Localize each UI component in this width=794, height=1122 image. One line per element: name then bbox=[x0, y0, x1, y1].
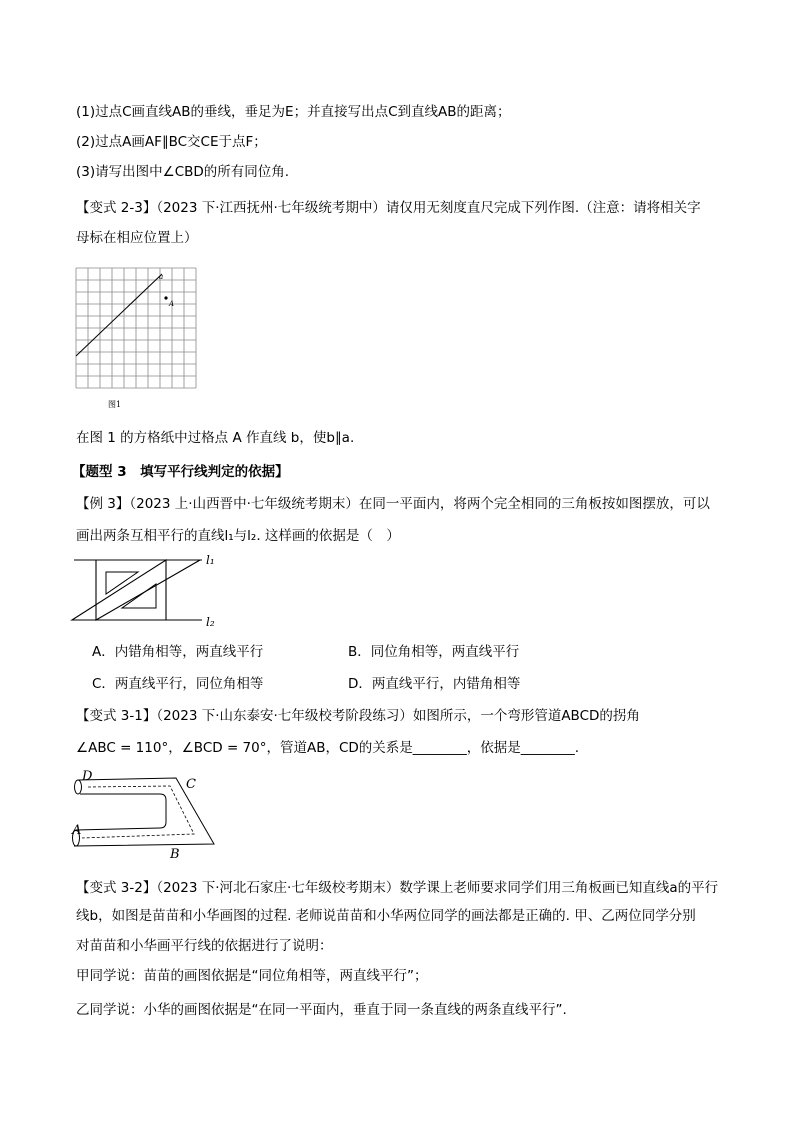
option-d[interactable]: D．两直线平行，内错角相等 bbox=[348, 676, 521, 692]
variant-3-1-statement: ∠ABC = 110°，∠BCD = 70°，管道AB，CD的关系是________，依据是________. bbox=[76, 740, 580, 756]
pipe-end-d bbox=[75, 780, 82, 794]
variant-3-2-line-2: 线b，如图是苗苗和小华画图的过程. 老师说苗苗和小华两位同学的画法都是正确的. 甲、乙两位同学分别 bbox=[76, 908, 696, 924]
label-l1: l₁ bbox=[206, 553, 215, 567]
question-item-1: (1)过点C画直线AB的垂线，垂足为E；并直接写出点C到直线AB的距离； bbox=[76, 104, 511, 120]
triangle-ruler-figure bbox=[70, 550, 230, 630]
label-B: B bbox=[170, 847, 180, 862]
label-a: a bbox=[159, 273, 164, 281]
option-c[interactable]: C．两直线平行，同位角相等 bbox=[92, 676, 264, 692]
triangle-lower-inner bbox=[122, 584, 156, 608]
variant-3-2-line-4: 甲同学说：苗苗的画图依据是“同位角相等，两直线平行”； bbox=[76, 968, 428, 984]
label-l2: l₂ bbox=[206, 615, 215, 629]
variant-3-2-line-5: 乙同学说：小华的画图依据是“在同一平面内，垂直于同一条直线的两条直线平行”. bbox=[76, 1002, 567, 1018]
variant-2-3-heading-cont: 母标在相应位置上） bbox=[76, 230, 198, 246]
example-3-heading-cont: 画出两条互相平行的直线l₁与l₂. 这样画的依据是（ ） bbox=[76, 528, 400, 544]
point-A bbox=[164, 296, 167, 299]
section-3-title: 【题型 3 填写平行线判定的依据】 bbox=[72, 464, 289, 480]
line-a bbox=[76, 274, 162, 356]
question-item-2: (2)过点A画AF∥BC交CE于点F； bbox=[76, 134, 267, 150]
variant-3-2-line-3: 对苗苗和小华画平行线的依据进行了说明： bbox=[76, 938, 333, 954]
pipe-inner bbox=[76, 794, 166, 830]
label-C: C bbox=[186, 777, 196, 792]
label-D: D bbox=[82, 769, 93, 784]
label-A: A bbox=[72, 823, 82, 838]
triangle-upper-inner bbox=[106, 572, 138, 594]
option-b[interactable]: B．同位角相等，两直线平行 bbox=[348, 644, 520, 660]
variant-2-3-task: 在图 1 的方格纸中过格点 A 作直线 b，使b∥a. bbox=[76, 430, 355, 446]
grid-lines bbox=[76, 268, 196, 388]
figure-caption: 图1 bbox=[108, 400, 122, 409]
example-3-heading: 【例 3】（2023 上·山西晋中·七年级统考期末）在同一平面内，将两个完全相同的三角板按如图摆放，可以 bbox=[76, 496, 710, 512]
label-A: A bbox=[169, 300, 175, 308]
option-a[interactable]: A．内错角相等，两直线平行 bbox=[92, 644, 264, 660]
grid-figure-1 bbox=[70, 262, 210, 412]
pipe-figure bbox=[66, 766, 216, 862]
variant-3-1-heading: 【变式 3-1】（2023 下·山东泰安·七年级校考阶段练习）如图所示，一个弯形管道ABCD的拐角 bbox=[76, 708, 640, 724]
triangle-lower bbox=[72, 560, 166, 620]
question-item-3: (3)请写出图中∠CBD的所有同位角. bbox=[76, 164, 290, 180]
variant-3-2-heading: 【变式 3-2】（2023 下·河北石家庄·七年级校考期末）数学课上老师要求同学们用三角板画已知直线a的平行 bbox=[76, 880, 719, 896]
variant-2-3-heading: 【变式 2-3】（2023 下·江西抚州·七年级统考期中）请仅用无刻度直尺完成下列作图.（注意：请将相关字 bbox=[76, 200, 701, 216]
